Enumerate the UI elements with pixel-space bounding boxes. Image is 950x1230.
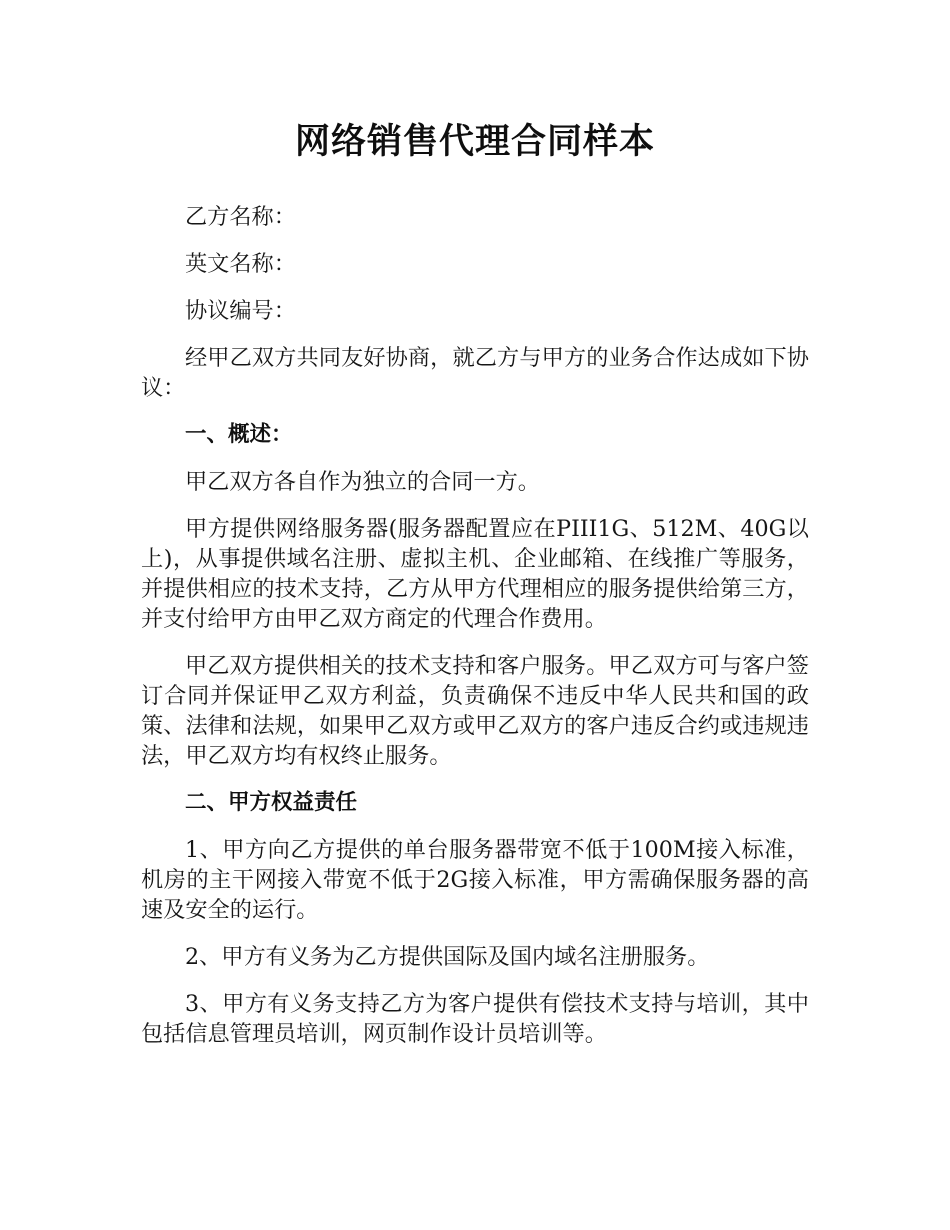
english-name-field: 英文名称： (185, 251, 296, 277)
intro-paragraph: 经甲乙双方共同友好协商，就乙方与甲方的业务合作达成如下协议： (141, 345, 809, 401)
overview-paragraph-1: 甲乙双方各自作为独立的合同一方。 (185, 469, 540, 495)
party-b-name-field: 乙方名称： (185, 204, 296, 230)
document-page (141, 0, 809, 1066)
section-heading-overview: 一、概述： (185, 422, 293, 447)
overview-paragraph-3: 甲乙双方提供相关的技术支持和客户服务。甲乙双方可与客户签订合同并保证甲乙双方利益，负责确保不违反中华人民共和国的政策、法律和法规，如果甲乙双方或甲乙双方的客户违反合约或违规违法，甲乙双方均有权终止服务。 (141, 653, 809, 769)
overview-paragraph-2: 甲方提供网络服务器(服务器配置应在PIII1G、512M、40G以上)，从事提供域名注册、虚拟主机、企业邮箱、在线推广等服务，并提供相应的技术支持，乙方从甲方代理相应的服务提供给第三方，并支付给甲方由甲乙双方商定的代理合作费用。 (141, 516, 809, 632)
party-a-clause-1: 1、甲方向乙方提供的单台服务器带宽不低于100M接入标准，机房的主干网接入带宽不低于2G接入标准，甲方需确保服务器的高速及安全的运行。 (141, 837, 809, 923)
party-a-clause-2: 2、甲方有义务为乙方提供国际及国内域名注册服务。 (185, 944, 710, 970)
party-a-clause-3: 3、甲方有义务支持乙方为客户提供有偿技术支持与培训，其中包括信息管理员培训，网页制作设计员培训等。 (141, 991, 809, 1047)
document-body (141, 202, 809, 1049)
document-title: 网络销售代理合同样本 (294, 122, 655, 162)
agreement-number-field: 协议编号： (185, 298, 296, 324)
section-heading-party-a-rights: 二、甲方权益责任 (185, 790, 358, 815)
